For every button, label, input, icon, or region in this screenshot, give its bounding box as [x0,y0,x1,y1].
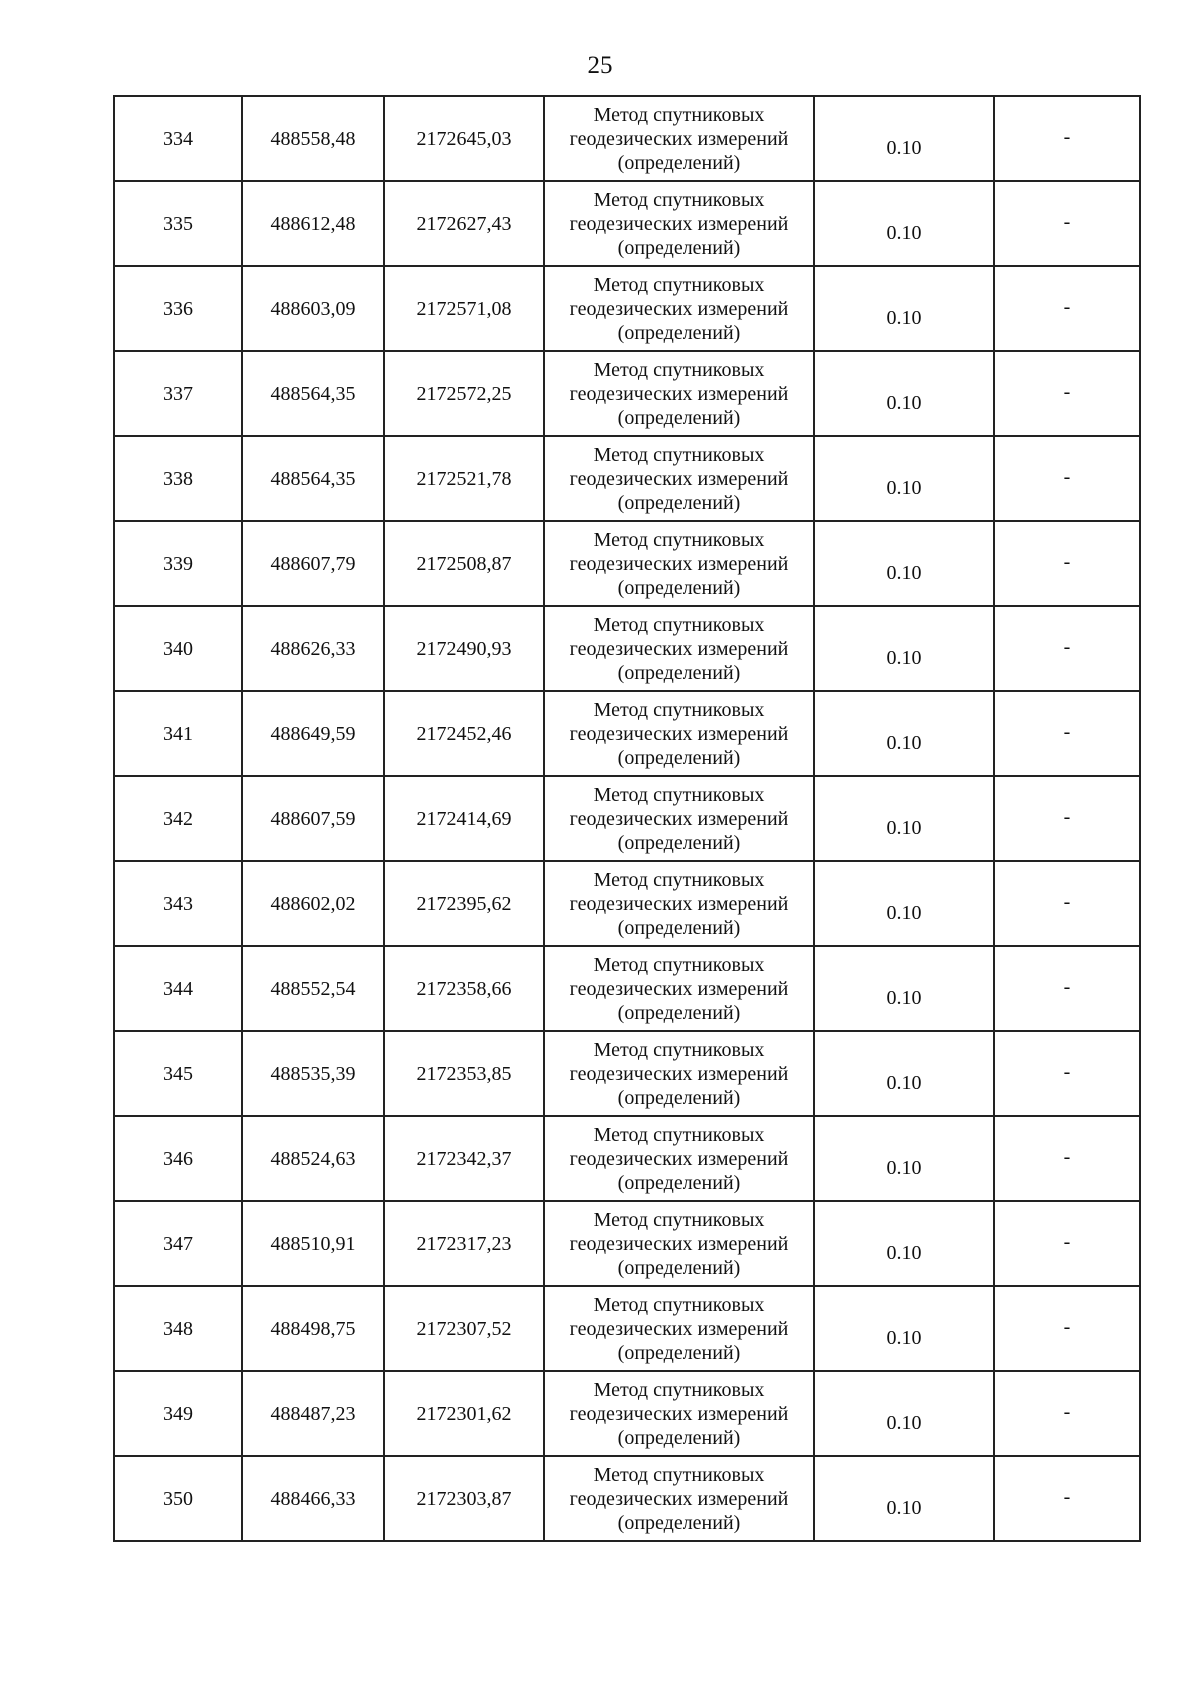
note-cell [994,776,1140,861]
y-coordinate-cell-text: 2172645,03 [416,127,512,150]
method-cell [544,691,814,776]
table-row [114,1201,1140,1286]
note-cell-text: - [1063,210,1071,233]
note-cell-text: - [1063,720,1071,743]
y-coordinate-cell-text: 2172303,87 [416,1487,512,1510]
note-cell-text: - [1063,1485,1071,1508]
note-cell-text: - [1063,380,1071,403]
method-cell-text: Метод спутниковых геодезических измерений (определений) [569,1208,789,1279]
method-cell-text: Метод спутниковых геодезических измерений (определений) [569,783,789,854]
point-number-cell [114,1116,242,1201]
table-row [114,181,1140,266]
method-cell-text: Метод спутниковых геодезических измерений (определений) [569,273,789,344]
note-cell-text: - [1063,975,1071,998]
note-cell [994,1371,1140,1456]
coordinates-table-body [114,96,1140,1541]
accuracy-cell-text: 0.10 [886,1411,922,1434]
x-coordinate-cell-text: 488612,48 [270,212,356,235]
x-coordinate-cell [242,436,384,521]
y-coordinate-cell [384,181,544,266]
accuracy-cell-text: 0.10 [886,901,922,924]
x-coordinate-cell-text: 488552,54 [270,977,356,1000]
x-coordinate-cell-text: 488602,02 [270,892,356,915]
y-coordinate-cell [384,96,544,181]
accuracy-cell [814,1456,994,1541]
point-number-cell [114,946,242,1031]
method-cell [544,96,814,181]
x-coordinate-cell [242,351,384,436]
note-cell-text: - [1063,1060,1071,1083]
x-coordinate-cell-text: 488487,23 [270,1402,356,1425]
note-cell [994,861,1140,946]
y-coordinate-cell-text: 2172301,62 [416,1402,512,1425]
x-coordinate-cell-text: 488558,48 [270,127,356,150]
y-coordinate-cell [384,436,544,521]
x-coordinate-cell [242,1031,384,1116]
accuracy-cell-text: 0.10 [886,1156,922,1179]
method-cell [544,946,814,1031]
point-number-cell-text: 340 [163,637,193,660]
accuracy-cell-text: 0.10 [886,136,922,159]
accuracy-cell-text: 0.10 [886,1326,922,1349]
point-number-cell [114,266,242,351]
method-cell-text: Метод спутниковых геодезических измерений (определений) [569,103,789,174]
accuracy-cell-text: 0.10 [886,306,922,329]
method-cell [544,266,814,351]
x-coordinate-cell [242,691,384,776]
point-number-cell-text: 346 [163,1147,193,1170]
method-cell [544,521,814,606]
accuracy-cell [814,776,994,861]
accuracy-cell [814,1031,994,1116]
method-cell-text: Метод спутниковых геодезических измерений (определений) [569,1038,789,1109]
point-number-cell [114,776,242,861]
method-cell-text: Метод спутниковых геодезических измерений (определений) [569,613,789,684]
point-number-cell [114,1031,242,1116]
table-row [114,1371,1140,1456]
note-cell [994,1116,1140,1201]
accuracy-cell-text: 0.10 [886,731,922,754]
note-cell [994,266,1140,351]
accuracy-cell-text: 0.10 [886,986,922,1009]
point-number-cell-text: 350 [163,1487,193,1510]
note-cell-text: - [1063,550,1071,573]
note-cell [994,1031,1140,1116]
y-coordinate-cell [384,266,544,351]
point-number-cell [114,1456,242,1541]
x-coordinate-cell [242,1116,384,1201]
table-row [114,351,1140,436]
accuracy-cell [814,1286,994,1371]
note-cell [994,1201,1140,1286]
point-number-cell [114,1371,242,1456]
accuracy-cell [814,266,994,351]
point-number-cell-text: 348 [163,1317,193,1340]
method-cell [544,436,814,521]
accuracy-cell-text: 0.10 [886,1241,922,1264]
table-row [114,1286,1140,1371]
method-cell [544,861,814,946]
note-cell-text: - [1063,1145,1071,1168]
x-coordinate-cell [242,96,384,181]
accuracy-cell-text: 0.10 [886,391,922,414]
note-cell [994,691,1140,776]
note-cell-text: - [1063,1315,1071,1338]
method-cell-text: Метод спутниковых геодезических измерений (определений) [569,358,789,429]
y-coordinate-cell-text: 2172521,78 [416,467,512,490]
y-coordinate-cell [384,521,544,606]
accuracy-cell-text: 0.10 [886,1496,922,1519]
x-coordinate-cell [242,1201,384,1286]
accuracy-cell [814,96,994,181]
x-coordinate-cell [242,776,384,861]
table-row [114,1031,1140,1116]
point-number-cell-text: 335 [163,212,193,235]
x-coordinate-cell-text: 488510,91 [270,1232,356,1255]
method-cell [544,1201,814,1286]
point-number-cell [114,436,242,521]
accuracy-cell [814,1371,994,1456]
x-coordinate-cell-text: 488607,59 [270,807,356,830]
point-number-cell-text: 344 [163,977,193,1000]
note-cell-text: - [1063,635,1071,658]
method-cell [544,1116,814,1201]
y-coordinate-cell [384,351,544,436]
point-number-cell-text: 336 [163,297,193,320]
table-row [114,521,1140,606]
note-cell [994,96,1140,181]
note-cell-text: - [1063,1400,1071,1423]
x-coordinate-cell-text: 488607,79 [270,552,356,575]
x-coordinate-cell-text: 488564,35 [270,467,356,490]
x-coordinate-cell [242,266,384,351]
x-coordinate-cell-text: 488564,35 [270,382,356,405]
note-cell [994,181,1140,266]
note-cell [994,1286,1140,1371]
page-number: 25 [587,52,613,79]
point-number-cell [114,521,242,606]
y-coordinate-cell-text: 2172452,46 [416,722,512,745]
y-coordinate-cell [384,1371,544,1456]
table-row [114,1116,1140,1201]
point-number-cell-text: 349 [163,1402,193,1425]
accuracy-cell [814,436,994,521]
method-cell-text: Метод спутниковых геодезических измерений (определений) [569,1463,789,1534]
method-cell [544,1371,814,1456]
accuracy-cell-text: 0.10 [886,1071,922,1094]
method-cell-text: Метод спутниковых геодезических измерений (определений) [569,1123,789,1194]
accuracy-cell-text: 0.10 [886,816,922,839]
accuracy-cell [814,521,994,606]
y-coordinate-cell [384,946,544,1031]
point-number-cell [114,861,242,946]
note-cell-text: - [1063,890,1071,913]
note-cell [994,606,1140,691]
point-number-cell-text: 338 [163,467,193,490]
x-coordinate-cell [242,946,384,1031]
y-coordinate-cell-text: 2172414,69 [416,807,512,830]
point-number-cell [114,1286,242,1371]
point-number-cell-text: 341 [163,722,193,745]
point-number-cell [114,96,242,181]
x-coordinate-cell [242,1371,384,1456]
accuracy-cell [814,606,994,691]
x-coordinate-cell [242,1456,384,1541]
accuracy-cell [814,691,994,776]
y-coordinate-cell-text: 2172358,66 [416,977,512,1000]
method-cell-text: Метод спутниковых геодезических измерений (определений) [569,698,789,769]
method-cell-text: Метод спутниковых геодезических измерений (определений) [569,443,789,514]
method-cell [544,606,814,691]
y-coordinate-cell-text: 2172627,43 [416,212,512,235]
x-coordinate-cell-text: 488626,33 [270,637,356,660]
note-cell [994,351,1140,436]
accuracy-cell-text: 0.10 [886,561,922,584]
y-coordinate-cell-text: 2172307,52 [416,1317,512,1340]
y-coordinate-cell [384,691,544,776]
note-cell-text: - [1063,1230,1071,1253]
method-cell-text: Метод спутниковых геодезических измерений (определений) [569,1293,789,1364]
point-number-cell [114,1201,242,1286]
note-cell-text: - [1063,125,1071,148]
x-coordinate-cell-text: 488498,75 [270,1317,356,1340]
method-cell [544,1286,814,1371]
method-cell-text: Метод спутниковых геодезических измерений (определений) [569,953,789,1024]
table-row [114,96,1140,181]
y-coordinate-cell [384,1286,544,1371]
y-coordinate-cell-text: 2172395,62 [416,892,512,915]
y-coordinate-cell [384,1031,544,1116]
point-number-cell-text: 342 [163,807,193,830]
x-coordinate-cell [242,521,384,606]
y-coordinate-cell-text: 2172572,25 [416,382,512,405]
point-number-cell-text: 347 [163,1232,193,1255]
note-cell-text: - [1063,295,1071,318]
y-coordinate-cell [384,861,544,946]
accuracy-cell-text: 0.10 [886,221,922,244]
x-coordinate-cell [242,861,384,946]
method-cell [544,1456,814,1541]
point-number-cell-text: 339 [163,552,193,575]
y-coordinate-cell [384,1116,544,1201]
y-coordinate-cell [384,1456,544,1541]
accuracy-cell [814,861,994,946]
accuracy-cell [814,351,994,436]
method-cell [544,1031,814,1116]
x-coordinate-cell [242,606,384,691]
note-cell-text: - [1063,465,1071,488]
y-coordinate-cell [384,776,544,861]
table-row [114,436,1140,521]
accuracy-cell [814,946,994,1031]
y-coordinate-cell-text: 2172490,93 [416,637,512,660]
point-number-cell [114,181,242,266]
accuracy-cell-text: 0.10 [886,646,922,669]
note-cell [994,521,1140,606]
table-row [114,861,1140,946]
point-number-cell-text: 343 [163,892,193,915]
table-row [114,1456,1140,1541]
method-cell-text: Метод спутниковых геодезических измерений (определений) [569,1378,789,1449]
y-coordinate-cell [384,606,544,691]
method-cell [544,776,814,861]
point-number-cell [114,691,242,776]
x-coordinate-cell-text: 488524,63 [270,1147,356,1170]
table-row [114,266,1140,351]
x-coordinate-cell-text: 488649,59 [270,722,356,745]
accuracy-cell [814,1116,994,1201]
y-coordinate-cell-text: 2172342,37 [416,1147,512,1170]
table-row [114,776,1140,861]
y-coordinate-cell [384,1201,544,1286]
note-cell-text: - [1063,805,1071,828]
accuracy-cell [814,1201,994,1286]
note-cell [994,1456,1140,1541]
y-coordinate-cell-text: 2172317,23 [416,1232,512,1255]
point-number-cell-text: 345 [163,1062,193,1085]
x-coordinate-cell-text: 488603,09 [270,297,356,320]
method-cell-text: Метод спутниковых геодезических измерений (определений) [569,188,789,259]
note-cell [994,946,1140,1031]
point-number-cell-text: 337 [163,382,193,405]
table-row [114,691,1140,776]
table-row [114,946,1140,1031]
accuracy-cell [814,181,994,266]
x-coordinate-cell-text: 488466,33 [270,1487,356,1510]
x-coordinate-cell [242,1286,384,1371]
y-coordinate-cell-text: 2172571,08 [416,297,512,320]
method-cell [544,351,814,436]
method-cell-text: Метод спутниковых геодезических измерений (определений) [569,868,789,939]
coordinates-table [113,95,1141,1542]
y-coordinate-cell-text: 2172353,85 [416,1062,512,1085]
y-coordinate-cell-text: 2172508,87 [416,552,512,575]
table-row [114,606,1140,691]
x-coordinate-cell [242,181,384,266]
point-number-cell [114,351,242,436]
point-number-cell [114,606,242,691]
x-coordinate-cell-text: 488535,39 [270,1062,356,1085]
accuracy-cell-text: 0.10 [886,476,922,499]
method-cell [544,181,814,266]
point-number-cell-text: 334 [163,127,193,150]
note-cell [994,436,1140,521]
method-cell-text: Метод спутниковых геодезических измерений (определений) [569,528,789,599]
